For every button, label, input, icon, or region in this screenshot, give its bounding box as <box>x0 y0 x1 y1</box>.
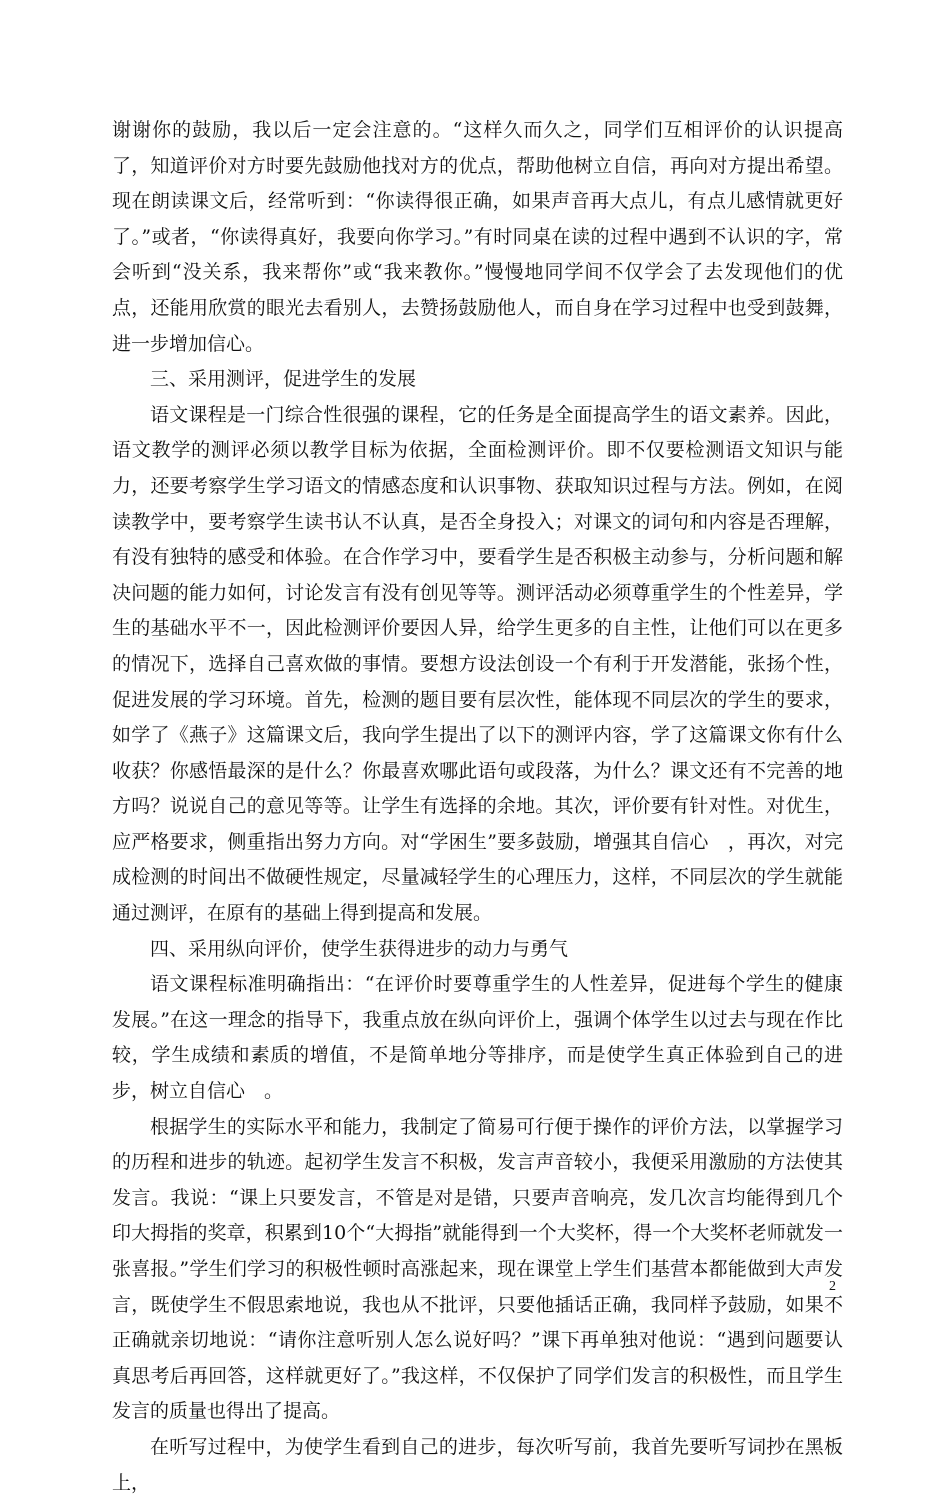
paragraph-dictation: 在听写过程中，为使学生看到自己的进步，每次听写前，我首先要听写词抄在黑板上， <box>112 1435 843 1494</box>
paragraph-evaluation-method: 根据学生的实际水平和能力，我制定了简易可行便于操作的评价方法，以掌握学习的历程和进步的轨迹。起初学生发言不积极，发言声音较小，我便采用激励的方法使其发言。我说：“课上只要发言，不管是对是错，只要声音响亮，发几次言均能得到几个印大拇指的奖章，积累到10个“大拇指”就能得到一个大奖杯，得一个大奖杯老师就发一张喜报。”学生们学习的积极性顿时高涨起来，现在课堂上学生们基营本都能做到大声发言，既使学生不假思索地说，我也从不批评，只要他插话正确，我同样予鼓励，如果不正确就亲切地说：“请你注意听别人怎么说好吗？”课下再单独对他说：“遇到问题要认真思考后再回答，这样就更好了。”我这样，不仅保护了同学们发言的积极性，而且学生发言的质量也得出了提高。 <box>112 1115 843 1423</box>
paragraph-curriculum-standard: 语文课程标准明确指出：“在评价时要尊重学生的人性差异，促进每个学生的健康发展。”在这一理念的指导下，我重点放在纵向评价上，强调个体学生以过去与现在作比较，学生成绩和素质的增值，不是简单地分等排序，而是使学生真正体验到自己的进步，树立自信心 。 <box>112 973 843 1103</box>
section-heading-4: 四、采用纵向评价，使学生获得进步的动力与勇气 <box>150 937 569 960</box>
paragraph-continuation: 谢谢你的鼓励，我以后一定会注意的。“这样久而久之，同学们互相评价的认识提高了，知道评价对方时要先鼓励他找对方的优点，帮助他树立自信，再向对方提出希望。现在朗读课文后，经常听到：“你读得很正确，如果声音再大点儿，有点儿感情就更好了。”或者，“你读得真好，我要向你学习。”有时同桌在读的过程中遇到不认识的字，常会听到“没关系，我来帮你”或“我来教你。”慢慢地同学间不仅学会了去发现他们的优点，还能用欣赏的眼光去看别人，去赞扬鼓励他人，而自身在学习过程中也受到鼓舞，进一步增加信心。 <box>112 119 843 355</box>
paragraph-testing: 语文课程是一门综合性很强的课程，它的任务是全面提高学生的语文素养。因此，语文教学的测评必须以教学目标为依据，全面检测评价。即不仅要检测语文知识与能力，还要考察学生学习语文的情感态度和认识事物、获取知识过程与方法。例如，在阅读教学中，要考察学生读书认不认真，是否全身投入；对课文的词句和内容是否理解，有没有独特的感受和体验。在合作学习中，要看学生是否积极主动参与，分析问题和解决问题的能力如何，讨论发言有没有创见等等。测评活动必须尊重学生的个性差异，学生的基础水平不一，因此检测评价要因人异，给学生更多的自主性，让他们可以在更多的情况下，选择自己喜欢做的事情。要想方设法创设一个有利于开发潜能，张扬个性，促进发展的学习环境。首先，检测的题目要有层次性，能体现不同层次的学生的要求，如学了《燕子》这篇课文后，我向学生提出了以下的测评内容，学了这篇课文你有什么收获？你感悟最深的是什么？你最喜欢哪此语句或段落，为什么？课文还有不完善的地方吗？说说自己的意见等等。让学生有选择的余地。其次，评价要有针对性。对优生，应严格要求，侧重指出努力方向。对“学困生”要多鼓励，增强其自信心 ，再次，对完成检测的时间出不做硬性规定，尽量减轻学生的心理压力，这样，不同层次的学生就能通过测评，在原有的基础上得到提高和发展。 <box>112 403 843 925</box>
page-number: 2 <box>829 1279 836 1294</box>
body-text <box>112 113 843 1501</box>
section-heading-3: 三、采用测评，促进学生的发展 <box>150 368 417 391</box>
